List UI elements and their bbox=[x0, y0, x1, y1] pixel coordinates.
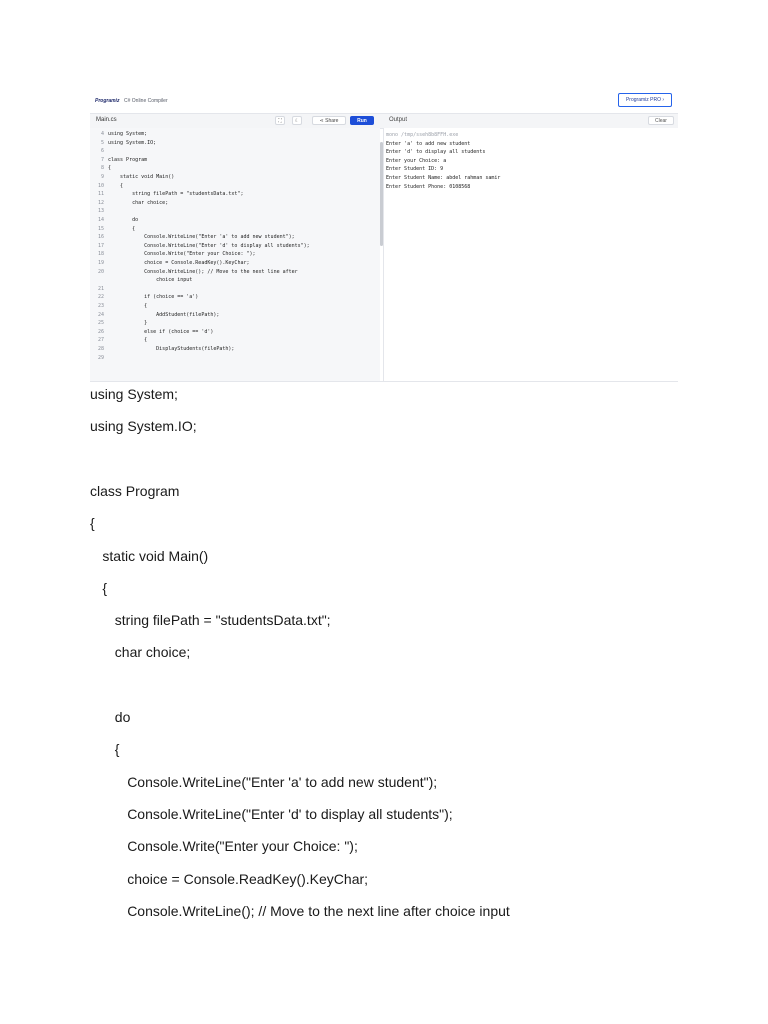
output-line: mono /tmp/sseh8b8FFH.exe bbox=[386, 132, 459, 138]
document-line: Console.WriteLine(); // Move to the next line after choice input bbox=[127, 902, 510, 919]
code-text: else if (choice == 'd') bbox=[108, 328, 214, 335]
code-line bbox=[90, 165, 111, 172]
line-number: 24 bbox=[97, 311, 104, 318]
code-text: Console.WriteLine("Enter 'd' to display all students"); bbox=[108, 242, 310, 249]
output-line: Enter Student Phone: 0108568 bbox=[386, 183, 471, 190]
compiler-header bbox=[90, 90, 678, 112]
code-text: choice input bbox=[108, 277, 193, 284]
line-number: 6 bbox=[100, 148, 104, 155]
code-text: using System; bbox=[108, 131, 148, 137]
code-editor[interactable] bbox=[90, 128, 380, 381]
document-line: Console.WriteLine("Enter 'a' to add new student"); bbox=[127, 773, 438, 790]
code-line bbox=[90, 269, 298, 276]
line-number: 28 bbox=[97, 346, 104, 352]
code-text: class Program bbox=[108, 156, 148, 163]
code-line bbox=[90, 337, 147, 344]
code-text: AddStudent(filePath); bbox=[108, 311, 220, 318]
line-number: 11 bbox=[97, 191, 104, 198]
code-line bbox=[90, 243, 310, 250]
share-button[interactable] bbox=[312, 116, 346, 125]
line-number: 16 bbox=[97, 234, 104, 241]
code-line bbox=[90, 251, 256, 258]
code-text: } bbox=[108, 320, 148, 327]
code-line bbox=[90, 174, 174, 181]
code-line bbox=[90, 286, 108, 293]
line-number: 12 bbox=[97, 199, 104, 206]
document-line: using System; bbox=[90, 386, 178, 402]
compiler-toolbar bbox=[90, 113, 678, 129]
output-console bbox=[383, 128, 679, 381]
output-line: Enter 'a' to add new student bbox=[386, 140, 471, 147]
code-text: using System.IO; bbox=[108, 139, 157, 146]
line-number: 13 bbox=[97, 208, 104, 215]
document-line: choice = Console.ReadKey().KeyChar; bbox=[127, 870, 369, 887]
output-line: Enter your Choice: a bbox=[386, 157, 447, 164]
clear-button[interactable]: Clear bbox=[648, 116, 674, 125]
code-line bbox=[90, 183, 123, 190]
code-line bbox=[90, 234, 295, 241]
document-line: { bbox=[90, 515, 95, 532]
programiz-pro-button[interactable]: Programiz PRO › bbox=[618, 93, 672, 107]
code-line bbox=[90, 294, 198, 301]
line-number: 14 bbox=[97, 217, 104, 223]
line-number: 26 bbox=[97, 328, 104, 335]
line-number: 18 bbox=[97, 251, 104, 258]
run-button[interactable]: Run bbox=[350, 116, 374, 125]
theme-toggle-icon[interactable]: ☾ bbox=[292, 116, 302, 125]
line-number: 4 bbox=[100, 131, 104, 137]
line-number: 25 bbox=[97, 320, 104, 327]
code-text: { bbox=[108, 337, 148, 344]
document-line: Console.WriteLine("Enter 'd' to display all students"); bbox=[127, 805, 453, 822]
code-text: choice = Console.ReadKey().KeyChar; bbox=[108, 260, 250, 266]
line-number: 15 bbox=[97, 225, 104, 232]
output-line: Enter Student Name: abdel rahman samir bbox=[386, 175, 501, 181]
code-line bbox=[90, 346, 234, 353]
code-line bbox=[90, 131, 147, 138]
code-line bbox=[90, 217, 138, 224]
code-text: char choice; bbox=[108, 199, 169, 206]
code-line bbox=[90, 320, 147, 327]
document-line: char choice; bbox=[114, 644, 191, 661]
code-line bbox=[90, 208, 108, 215]
line-number: 22 bbox=[97, 294, 104, 301]
code-line bbox=[90, 312, 219, 319]
code-line bbox=[90, 226, 135, 233]
fullscreen-icon[interactable]: ⛶ bbox=[275, 116, 285, 125]
document-line: static void Main() bbox=[102, 547, 209, 564]
code-text: if (choice == 'a') bbox=[108, 294, 199, 301]
code-line bbox=[90, 329, 213, 336]
line-number: 5 bbox=[100, 139, 104, 146]
code-line bbox=[90, 260, 249, 267]
output-line: Enter 'd' to display all students bbox=[386, 149, 486, 156]
line-number: 29 bbox=[97, 354, 104, 361]
share-label: Share bbox=[325, 117, 339, 124]
output-label: Output bbox=[389, 117, 408, 123]
line-number: 20 bbox=[97, 268, 104, 275]
line-number: 19 bbox=[97, 260, 104, 266]
code-text: do bbox=[108, 217, 139, 223]
document-line: Console.Write("Enter your Choice: "); bbox=[127, 838, 358, 855]
code-text: { bbox=[108, 182, 124, 189]
compiler-title: C# Online Compiler bbox=[124, 98, 168, 104]
line-number: 17 bbox=[97, 242, 104, 249]
output-line: Enter Student ID: 9 bbox=[386, 166, 444, 173]
code-text: string filePath = "studentsData.txt"; bbox=[108, 191, 244, 198]
programiz-logo: Programiz bbox=[95, 98, 120, 104]
line-number: 9 bbox=[100, 174, 104, 180]
document-line: { bbox=[102, 579, 108, 596]
code-text: DisplayStudents(filePath); bbox=[108, 346, 235, 352]
code-line bbox=[90, 148, 108, 155]
code-line bbox=[90, 277, 192, 284]
line-number: 23 bbox=[97, 303, 104, 309]
code-line bbox=[90, 303, 147, 310]
share-icon: ⋖ bbox=[319, 117, 326, 124]
code-line bbox=[90, 355, 108, 362]
code-text: { bbox=[108, 165, 112, 172]
document-line: class Program bbox=[90, 482, 180, 499]
line-number: 7 bbox=[100, 156, 104, 163]
compiler-screenshot bbox=[90, 90, 678, 382]
code-text: static void Main() bbox=[108, 174, 175, 180]
line-number: 8 bbox=[100, 165, 104, 172]
code-line bbox=[90, 140, 156, 147]
code-line bbox=[90, 157, 147, 164]
code-text: Console.WriteLine("Enter 'a' to add new student"); bbox=[108, 234, 295, 241]
document-line: using System.IO; bbox=[90, 418, 197, 435]
document-line: { bbox=[114, 741, 120, 758]
line-number: 10 bbox=[97, 182, 104, 189]
line-number: 21 bbox=[97, 285, 104, 292]
line-number: 27 bbox=[97, 337, 104, 344]
code-line bbox=[90, 191, 243, 198]
document-line: string filePath = "studentsData.txt"; bbox=[114, 612, 331, 629]
file-tab[interactable]: Main.cs bbox=[96, 117, 117, 123]
code-text: Console.Write("Enter your Choice: "); bbox=[108, 251, 256, 258]
code-text: Console.WriteLine(); // Move to the next line after bbox=[108, 268, 298, 275]
code-text: { bbox=[108, 225, 136, 232]
code-text: { bbox=[108, 303, 148, 309]
code-line bbox=[90, 200, 168, 207]
document-line: do bbox=[114, 709, 131, 725]
